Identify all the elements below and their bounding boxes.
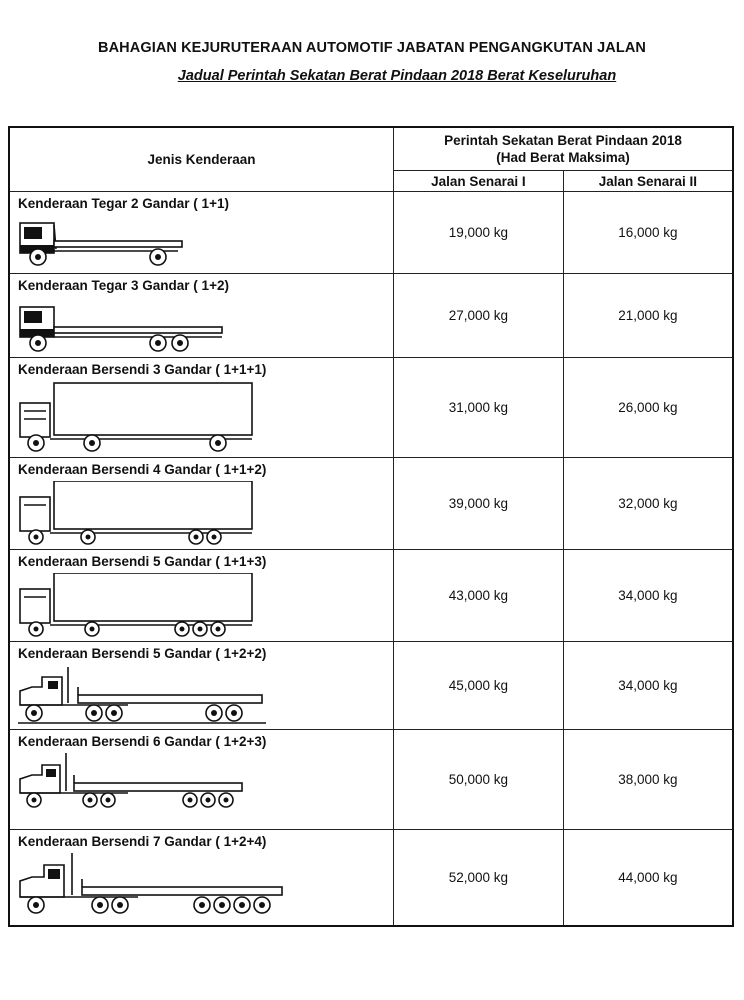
vehicle-label: Kenderaan Bersendi 5 Gandar ( 1+2+2) xyxy=(18,646,267,661)
vehicle-label: Kenderaan Bersendi 5 Gandar ( 1+1+3) xyxy=(18,554,267,569)
table-row xyxy=(9,730,733,830)
vehicle-cell xyxy=(9,458,394,550)
road-list-2-value: 44,000 kg xyxy=(563,830,733,926)
road-list-2-value: 26,000 kg xyxy=(563,358,733,458)
road-list-1-value: 45,000 kg xyxy=(394,642,564,730)
page-subtitle xyxy=(0,68,744,84)
vehicle-cell xyxy=(9,358,394,458)
table-row xyxy=(9,550,733,642)
road-list-2-value: 34,000 kg xyxy=(563,642,733,730)
articulated-7-axle-flatbed-icon xyxy=(18,853,288,919)
table-row xyxy=(9,642,733,730)
road-list-2-value: 38,000 kg xyxy=(563,730,733,830)
articulated-6-axle-flatbed-icon xyxy=(18,753,248,813)
road-list-1-value: 50,000 kg xyxy=(394,730,564,830)
rigid-2-axle-truck-icon xyxy=(18,215,188,267)
road-list-1-value: 31,000 kg xyxy=(394,358,564,458)
table-row xyxy=(9,192,733,274)
header-weight-order-line1: Perintah Sekatan Berat Pindaan 2018 xyxy=(444,133,682,148)
road-list-2-value: 34,000 kg xyxy=(563,550,733,642)
vehicle-cell xyxy=(9,274,394,358)
header-weight-order-line2: (Had Berat Maksima) xyxy=(496,150,630,165)
rigid-3-axle-truck-icon xyxy=(18,297,228,353)
header-vehicle-type: Jenis Kenderaan xyxy=(9,127,394,192)
table-row xyxy=(9,274,733,358)
road-list-1-value: 39,000 kg xyxy=(394,458,564,550)
road-list-1-value: 52,000 kg xyxy=(394,830,564,926)
vehicle-label: Kenderaan Tegar 2 Gandar ( 1+1) xyxy=(18,196,229,211)
vehicle-cell xyxy=(9,642,394,730)
vehicle-cell xyxy=(9,730,394,830)
road-list-1-value: 27,000 kg xyxy=(394,274,564,358)
page-title: BAHAGIAN KEJURUTERAAN AUTOMOTIF JABATAN PENGANGKUTAN JALAN xyxy=(98,40,646,56)
vehicle-label: Kenderaan Bersendi 7 Gandar ( 1+2+4) xyxy=(18,834,267,849)
table-row xyxy=(9,830,733,926)
articulated-5-axle-box-trailer-icon xyxy=(18,573,258,637)
weight-restriction-table xyxy=(8,126,734,927)
vehicle-label: Kenderaan Tegar 3 Gandar ( 1+2) xyxy=(18,278,229,293)
road-list-2-value: 16,000 kg xyxy=(563,192,733,274)
road-list-1-value: 43,000 kg xyxy=(394,550,564,642)
road-list-2-value: 21,000 kg xyxy=(563,274,733,358)
vehicle-label: Kenderaan Bersendi 6 Gandar ( 1+2+3) xyxy=(18,734,267,749)
vehicle-cell xyxy=(9,192,394,274)
vehicle-label: Kenderaan Bersendi 4 Gandar ( 1+1+2) xyxy=(18,462,267,477)
articulated-4-axle-box-trailer-icon xyxy=(18,481,258,545)
table-row xyxy=(9,358,733,458)
articulated-5-axle-flatbed-icon xyxy=(18,665,268,727)
road-list-2-value: 32,000 kg xyxy=(563,458,733,550)
road-list-1-value: 19,000 kg xyxy=(394,192,564,274)
vehicle-label: Kenderaan Bersendi 3 Gandar ( 1+1+1) xyxy=(18,362,267,377)
header-road-list-1: Jalan Senarai I xyxy=(394,171,564,192)
header-road-list-2: Jalan Senarai II xyxy=(563,171,733,192)
vehicle-cell xyxy=(9,550,394,642)
vehicle-cell xyxy=(9,830,394,926)
page-subtitle-text: Jadual Perintah Sekatan Berat Pindaan 2018 Berat Keseluruhan xyxy=(177,68,617,84)
table-row xyxy=(9,458,733,550)
articulated-3-axle-box-trailer-icon xyxy=(18,381,258,453)
header-weight-order xyxy=(394,127,734,171)
